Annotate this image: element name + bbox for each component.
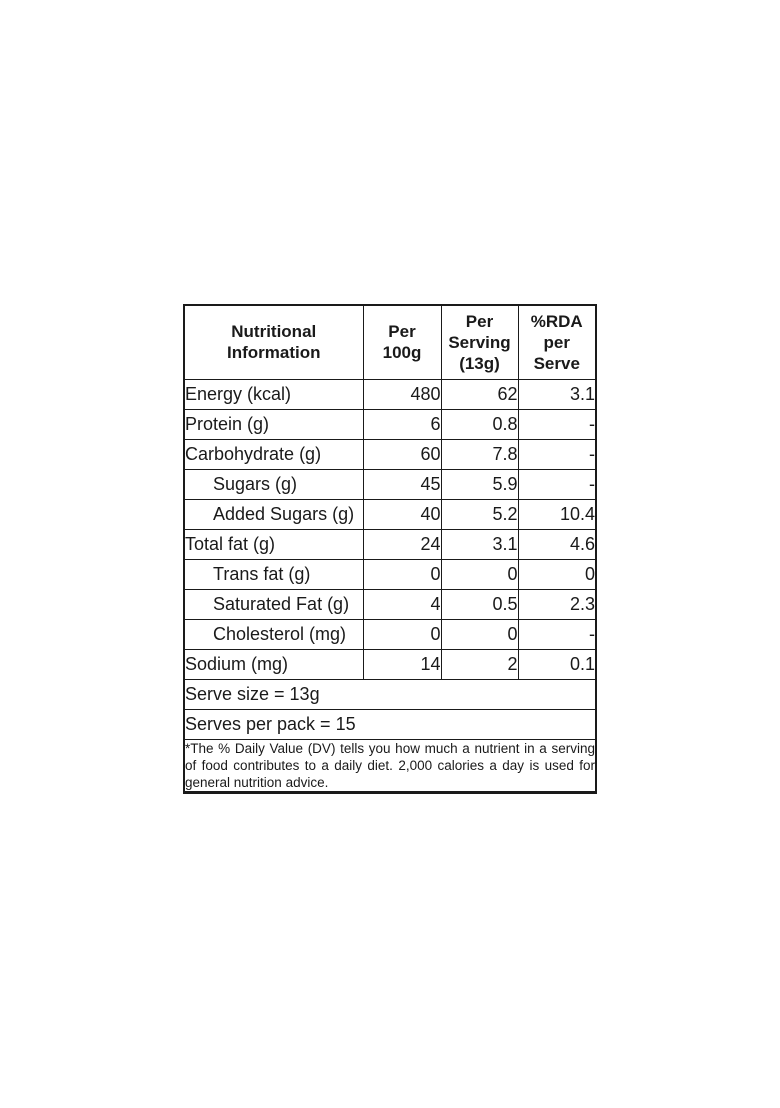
value-per-serving: 5.2 — [441, 499, 518, 529]
table-row — [185, 559, 595, 589]
table-row — [185, 409, 595, 439]
header-rda-line: Serve — [533, 353, 580, 373]
nutrient-name: Total fat (g) — [185, 529, 363, 559]
nutrition-facts-panel — [183, 304, 597, 794]
nutrient-name: Carbohydrate (g) — [185, 439, 363, 469]
value-per-100g: 24 — [363, 529, 441, 559]
nutrient-name: Energy (kcal) — [185, 379, 363, 409]
header-per-100g — [363, 306, 441, 379]
header-per-serving-line: (13g) — [459, 353, 500, 373]
serve-size-row — [185, 679, 595, 709]
table-row — [185, 499, 595, 529]
value-per-serving: 0.8 — [441, 409, 518, 439]
header-nutrient — [185, 306, 363, 379]
value-per-100g: 4 — [363, 589, 441, 619]
value-rda: 4.6 — [518, 529, 595, 559]
table-row — [185, 589, 595, 619]
value-per-serving: 62 — [441, 379, 518, 409]
table-row — [185, 529, 595, 559]
value-per-serving: 0 — [441, 619, 518, 649]
value-rda: 0.1 — [518, 649, 595, 679]
value-per-serving: 2 — [441, 649, 518, 679]
value-per-100g: 0 — [363, 559, 441, 589]
header-nutrient-line: Information — [227, 343, 321, 363]
nutrient-name: Sodium (mg) — [185, 649, 363, 679]
table-row — [185, 649, 595, 679]
nutrient-name: Sugars (g) — [185, 469, 363, 499]
nutrient-name: Added Sugars (g) — [185, 499, 363, 529]
value-rda: - — [518, 619, 595, 649]
header-rda-line: %RDA — [530, 311, 583, 331]
value-per-100g: 45 — [363, 469, 441, 499]
value-rda: - — [518, 439, 595, 469]
table-row — [185, 619, 595, 649]
serves-per-pack-row — [185, 709, 595, 739]
header-per-100g-line: Per — [388, 322, 416, 342]
value-rda: 10.4 — [518, 499, 595, 529]
table-row — [185, 379, 595, 409]
value-per-100g: 0 — [363, 619, 441, 649]
serve-size: Serve size = 13g — [185, 679, 595, 709]
footnote-row — [185, 739, 595, 791]
nutrition-table — [185, 306, 595, 792]
value-per-serving: 0.5 — [441, 589, 518, 619]
value-per-serving: 7.8 — [441, 439, 518, 469]
table-row — [185, 469, 595, 499]
header-nutrient-line: Nutritional — [231, 322, 317, 342]
value-rda: 2.3 — [518, 589, 595, 619]
header-per-100g-line: 100g — [382, 343, 422, 363]
value-per-100g: 480 — [363, 379, 441, 409]
value-rda: - — [518, 469, 595, 499]
value-rda: - — [518, 409, 595, 439]
value-rda: 3.1 — [518, 379, 595, 409]
value-per-100g: 40 — [363, 499, 441, 529]
header-per-serving-line: Per — [465, 311, 494, 331]
header-per-serving-line: Serving — [448, 332, 511, 352]
value-per-serving: 5.9 — [441, 469, 518, 499]
footnote: *The % Daily Value (DV) tells you how much a nutrient in a serving of food contributes to a daily diet. 2,000 calories a day is used for general nutrition advice. — [185, 740, 595, 790]
value-per-serving: 0 — [441, 559, 518, 589]
nutrient-name: Protein (g) — [185, 409, 363, 439]
header-row — [185, 306, 595, 379]
value-per-100g: 6 — [363, 409, 441, 439]
table-row — [185, 439, 595, 469]
value-per-serving: 3.1 — [441, 529, 518, 559]
header-rda-line: per — [543, 332, 570, 352]
value-rda: 0 — [518, 559, 595, 589]
nutrient-name: Saturated Fat (g) — [185, 589, 363, 619]
value-per-100g: 14 — [363, 649, 441, 679]
header-per-serving — [441, 306, 518, 379]
value-per-100g: 60 — [363, 439, 441, 469]
nutrient-name: Trans fat (g) — [185, 559, 363, 589]
nutrient-name: Cholesterol (mg) — [185, 619, 363, 649]
serves-per-pack: Serves per pack = 15 — [185, 709, 595, 739]
header-rda — [518, 306, 595, 379]
